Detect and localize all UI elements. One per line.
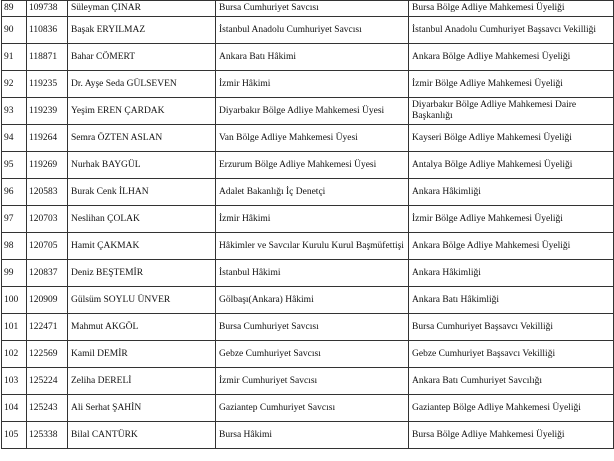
- table-row: [2, 17, 614, 44]
- row-number-cell: 90: [2, 17, 27, 44]
- table-row: [2, 1, 614, 17]
- row-number-cell: 100: [2, 287, 27, 314]
- new-position-cell: Kayseri Bölge Adliye Mahkemesi Üyeliği: [409, 125, 614, 152]
- registry-id-cell: 125243: [27, 395, 68, 422]
- registry-id-cell: 118871: [27, 44, 68, 71]
- table-row: [2, 233, 614, 260]
- row-number-cell: 98: [2, 233, 27, 260]
- registry-id-cell: 120705: [27, 233, 68, 260]
- row-number-cell: 94: [2, 125, 27, 152]
- row-number-cell: 95: [2, 152, 27, 179]
- row-number-cell: 92: [2, 71, 27, 98]
- row-number-cell: 99: [2, 260, 27, 287]
- new-position-cell: Ankara Bölge Adliye Mahkemesi Üyeliği: [409, 44, 614, 71]
- person-name-cell: Deniz BEŞTEMİR: [68, 260, 216, 287]
- person-name-cell: Gülsüm SOYLU ÜNVER: [68, 287, 216, 314]
- table-body: [2, 1, 614, 449]
- row-number-cell: 97: [2, 206, 27, 233]
- current-position-cell: Bursa Cumhuriyet Savcısı: [216, 314, 409, 341]
- table-row: [2, 179, 614, 206]
- new-position-cell: Ankara Batı Cumhuriyet Savcılığı: [409, 368, 614, 395]
- new-position-cell: Bursa Cumhuriyet Başsavcı Vekilliği: [409, 314, 614, 341]
- registry-id-cell: 122569: [27, 341, 68, 368]
- person-name-cell: Yeşim EREN ÇARDAK: [68, 98, 216, 125]
- person-name-cell: Zeliha DERELİ: [68, 368, 216, 395]
- new-position-cell: Antalya Bölge Adliye Mahkemesi Üyeliği: [409, 152, 614, 179]
- current-position-cell: Ankara Batı Hâkimi: [216, 44, 409, 71]
- table-row: [2, 314, 614, 341]
- current-position-cell: Van Bölge Adliye Mahkemesi Üyesi: [216, 125, 409, 152]
- registry-id-cell: 119269: [27, 152, 68, 179]
- new-position-cell: Ankara Hâkimliği: [409, 179, 614, 206]
- registry-id-cell: 120909: [27, 287, 68, 314]
- row-number-cell: 96: [2, 179, 27, 206]
- new-position-cell: Ankara Batı Hâkimliği: [409, 287, 614, 314]
- new-position-cell: Bursa Bölge Adliye Mahkemesi Üyeliği: [409, 1, 614, 17]
- row-number-cell: 105: [2, 422, 27, 449]
- person-name-cell: Neslihan ÇOLAK: [68, 206, 216, 233]
- row-number-cell: 104: [2, 395, 27, 422]
- current-position-cell: Hâkimler ve Savcılar Kurulu Kurul Başmüfettişi: [216, 233, 409, 260]
- row-number-cell: 103: [2, 368, 27, 395]
- row-number-cell: 91: [2, 44, 27, 71]
- new-position-cell: Gaziantep Bölge Adliye Mahkemesi Üyeliği: [409, 395, 614, 422]
- current-position-cell: İstanbul Hâkimi: [216, 260, 409, 287]
- person-name-cell: Kamil DEMİR: [68, 341, 216, 368]
- current-position-cell: Bursa Cumhuriyet Savcısı: [216, 1, 409, 17]
- registry-id-cell: 120837: [27, 260, 68, 287]
- person-name-cell: Bilal CANTÜRK: [68, 422, 216, 449]
- table-row: [2, 125, 614, 152]
- registry-id-cell: 125224: [27, 368, 68, 395]
- person-name-cell: Dr. Ayşe Seda GÜLSEVEN: [68, 71, 216, 98]
- appointments-table: [1, 0, 614, 449]
- registry-id-cell: 122471: [27, 314, 68, 341]
- registry-id-cell: 109738: [27, 1, 68, 17]
- row-number-cell: 89: [2, 1, 27, 17]
- current-position-cell: Bursa Hâkimi: [216, 422, 409, 449]
- registry-id-cell: 119235: [27, 71, 68, 98]
- table-row: [2, 152, 614, 179]
- current-position-cell: Gaziantep Cumhuriyet Savcısı: [216, 395, 409, 422]
- row-number-cell: 102: [2, 341, 27, 368]
- new-position-cell: İstanbul Anadolu Cumhuriyet Başsavcı Vekilliği: [409, 17, 614, 44]
- table-row: [2, 368, 614, 395]
- row-number-cell: 101: [2, 314, 27, 341]
- person-name-cell: Semra ÖZTEN ASLAN: [68, 125, 216, 152]
- row-number-cell: 93: [2, 98, 27, 125]
- table-row: [2, 260, 614, 287]
- new-position-cell: Bursa Bölge Adliye Mahkemesi Üyeliği: [409, 422, 614, 449]
- new-position-cell: İzmir Bölge Adliye Mahkemesi Üyeliği: [409, 71, 614, 98]
- current-position-cell: Erzurum Bölge Adliye Mahkemesi Üyesi: [216, 152, 409, 179]
- new-position-cell: Ankara Hâkimliği: [409, 260, 614, 287]
- table-row: [2, 71, 614, 98]
- registry-id-cell: 120583: [27, 179, 68, 206]
- person-name-cell: Bahar CÖMERT: [68, 44, 216, 71]
- current-position-cell: İzmir Hâkimi: [216, 71, 409, 98]
- new-position-cell: Ankara Bölge Adliye Mahkemesi Üyeliği: [409, 233, 614, 260]
- new-position-cell: Gebze Cumhuriyet Başsavcı Vekilliği: [409, 341, 614, 368]
- person-name-cell: Nurhak BAYGÜL: [68, 152, 216, 179]
- current-position-cell: İzmir Hâkimi: [216, 206, 409, 233]
- person-name-cell: Süleyman ÇINAR: [68, 1, 216, 17]
- new-position-cell: Diyarbakır Bölge Adliye Mahkemesi Daire Başkanlığı: [409, 98, 614, 125]
- current-position-cell: Gebze Cumhuriyet Savcısı: [216, 341, 409, 368]
- person-name-cell: Ali Serhat ŞAHİN: [68, 395, 216, 422]
- current-position-cell: Diyarbakır Bölge Adliye Mahkemesi Üyesi: [216, 98, 409, 125]
- current-position-cell: İstanbul Anadolu Cumhuriyet Savcısı: [216, 17, 409, 44]
- registry-id-cell: 110836: [27, 17, 68, 44]
- current-position-cell: Adalet Bakanlığı İç Denetçi: [216, 179, 409, 206]
- registry-id-cell: 125338: [27, 422, 68, 449]
- person-name-cell: Mahmut AKGÖL: [68, 314, 216, 341]
- registry-id-cell: 120703: [27, 206, 68, 233]
- table-row: [2, 206, 614, 233]
- current-position-cell: Gölbaşı(Ankara) Hâkimi: [216, 287, 409, 314]
- table-row: [2, 341, 614, 368]
- table-row: [2, 395, 614, 422]
- registry-id-cell: 119239: [27, 98, 68, 125]
- person-name-cell: Başak ERYILMAZ: [68, 17, 216, 44]
- registry-id-cell: 119264: [27, 125, 68, 152]
- table-row: [2, 98, 614, 125]
- table-row: [2, 287, 614, 314]
- current-position-cell: İzmir Cumhuriyet Savcısı: [216, 368, 409, 395]
- table-row: [2, 422, 614, 449]
- person-name-cell: Hamit ÇAKMAK: [68, 233, 216, 260]
- person-name-cell: Burak Cenk İLHAN: [68, 179, 216, 206]
- table-row: [2, 44, 614, 71]
- new-position-cell: İzmir Bölge Adliye Mahkemesi Üyeliği: [409, 206, 614, 233]
